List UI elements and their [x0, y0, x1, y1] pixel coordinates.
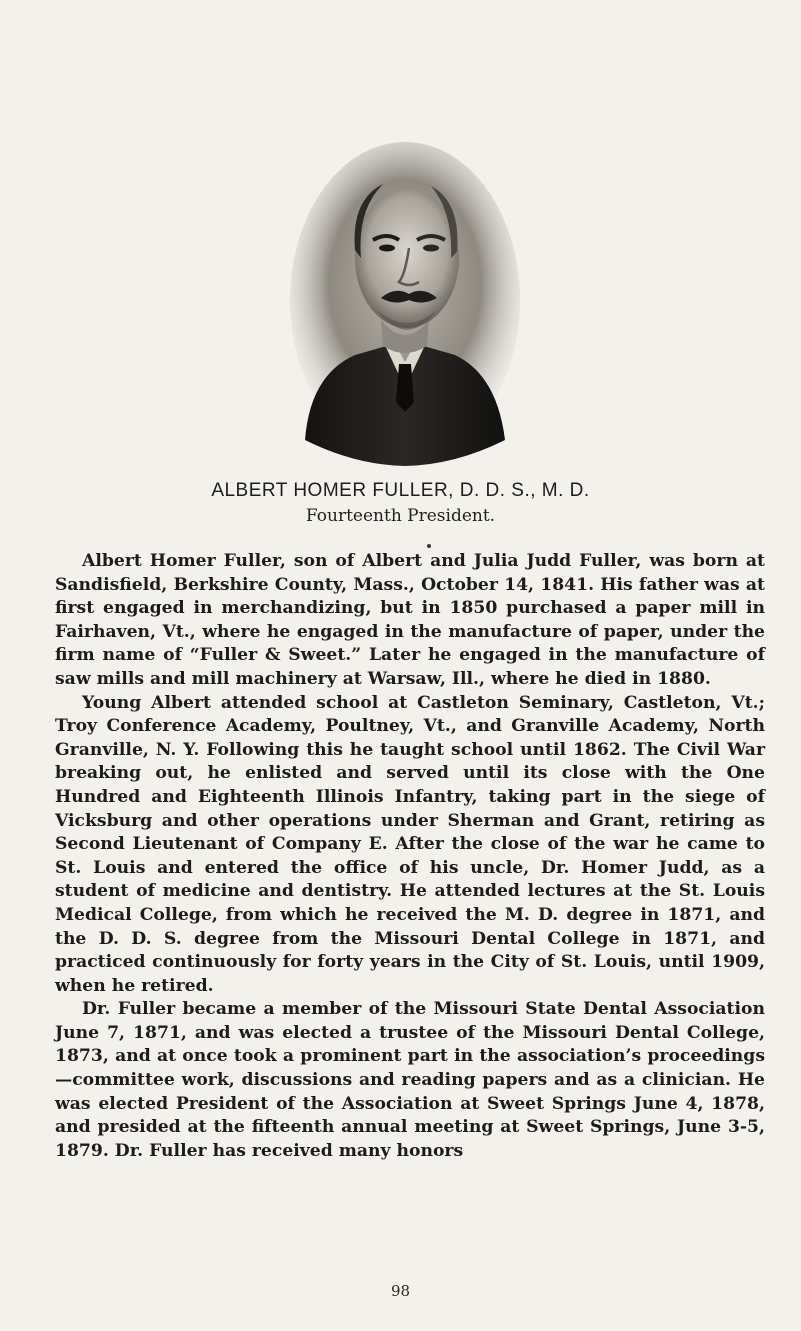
- body-text: [55, 550, 765, 1163]
- paragraph-1: Albert Homer Fuller, son of Albert and Julia Judd Fuller, was born at Sandisfield, Berkshire County, Mass., October 14, 1841. His father was at first engaged in merchandizing, but in 1850 purchased a paper mill in Fairhaven, Vt., where he engaged in the manufacture of paper, under the firm name of “Fuller & Sweet.” Later he engaged in the manufacture of saw mills and mill machinery at Warsaw, Ill., where he died in 1880.: [55, 551, 765, 689]
- portrait-photo: [285, 140, 525, 470]
- separator-dot: [427, 544, 431, 548]
- caption-title: Fourteenth President.: [305, 506, 496, 526]
- page-number: 98: [390, 1282, 411, 1300]
- caption-name: ALBERT HOMER FULLER, D. D. S., M. D.: [211, 480, 590, 501]
- portrait-icon: [285, 140, 525, 470]
- paragraph-3: Dr. Fuller became a member of the Missouri State Dental Association June 7, 1871, and was elected a trustee of the Missouri Dental College, 1873, and at once took a prominent part in the association’s proceedings—committee work, discussions and reading papers and as a clinician. He was elected President of the Association at Sweet Springs June 4, 1878, and presided at the fifteenth annual meeting at Sweet Springs, June 3-5, 1879. Dr. Fuller has received many honors: [55, 999, 765, 1161]
- paragraph-2: Young Albert attended school at Castleton Seminary, Castleton, Vt.; Troy Conference Academy, Poultney, Vt., and Granville Academy, North Granville, N. Y. Following this he taught school until 1862. The Civil War breaking out, he enlisted and served until its close with the One Hundred and Eighteenth Illinois Infantry, taking part in the siege of Vicksburg and other operations under Sherman and Grant, retiring as Second Lieutenant of Company E. After the close of the war he came to St. Louis and entered the office of his uncle, Dr. Homer Judd, as a student of medicine and dentistry. He attended lectures at the St. Louis Medical College, from which he received the M. D. degree in 1871, and the D. D. S. degree from the Missouri Dental College in 1871, and practiced continuously for forty years in the City of St. Louis, until 1909, when he retired.: [55, 692, 765, 996]
